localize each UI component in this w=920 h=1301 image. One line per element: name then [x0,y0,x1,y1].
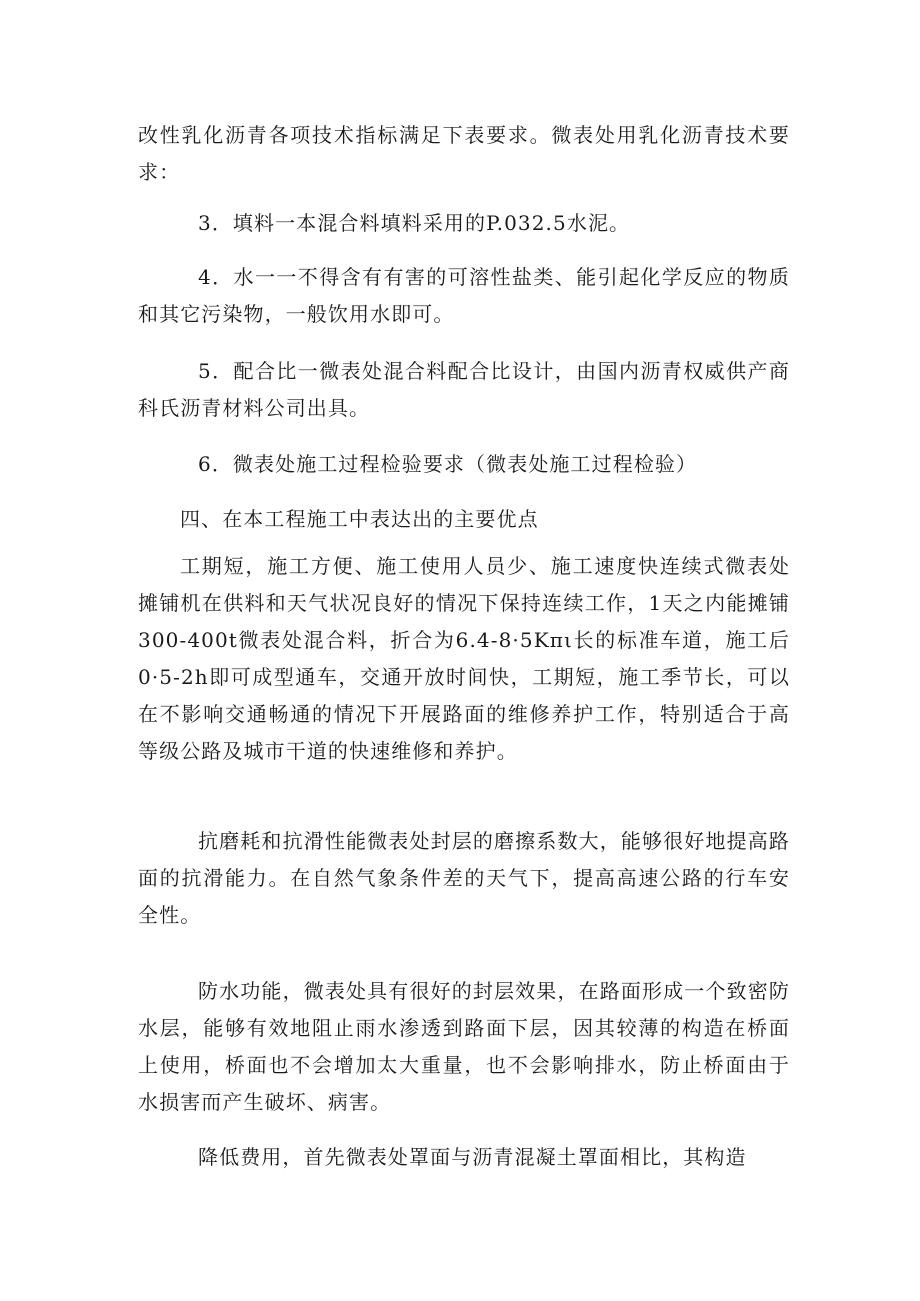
paragraph-water: 4．水一一不得含有有害的可溶性盐类、能引起化学反应的物质和其它污染物，一般饮用水即可。 [138,265,790,326]
paragraph-asphalt-requirements: 改性乳化沥青各项技术指标满足下表要求。微表处用乳化沥青技术要求： [138,123,790,184]
paragraph-inspection: 6．微表处施工过程检验要求（微表处施工过程检验） [198,452,698,476]
paragraph-cost: 降低费用，首先微表处罩面与沥青混凝土罩面相比，其构造 [198,1145,747,1169]
section-heading-advantages: 四、在本工程施工中表达出的主要优点 [180,507,539,531]
paragraph-short-schedule: 工期短，施工方便、施工使用人员少、施工速度快连续式微表处摊铺机在供料和天气状况良好的情况下保持连续工作，1天之内能摊铺300-400t微表处混合料，折合为6.4-8·5Kπι长的标准车道，施工后0·5-2h即可成型通车，交通开放时间快，工期短，施工季节长，可以在不影响交通畅通的情况下开展路面的维修养护工作，特别适合于高等级公路及城市干道的快速维修和养护。 [138,554,790,763]
paragraph-mix-ratio: 5．配合比一微表处混合料配合比设计，由国内沥青权威供产商科氏沥青材料公司出具。 [138,359,790,420]
paragraph-skid-resistance: 抗磨耗和抗滑性能微表处封层的磨擦系数大，能够很好地提高路面的抗滑能力。在自然气象条件差的天气下，提高高速公路的行车安全性。 [138,829,790,927]
paragraph-waterproof: 防水功能，微表处具有很好的封层效果，在路面形成一个致密防水层，能够有效地阻止雨水渗透到路面下层，因其较薄的构造在桥面上使用，桥面也不会增加太大重量，也不会影响排水，防止桥面由于水损害而产生破坏、病害。 [138,979,790,1114]
paragraph-filler: 3．填料一本混合料填料采用的P.032.5水泥。 [198,211,631,235]
